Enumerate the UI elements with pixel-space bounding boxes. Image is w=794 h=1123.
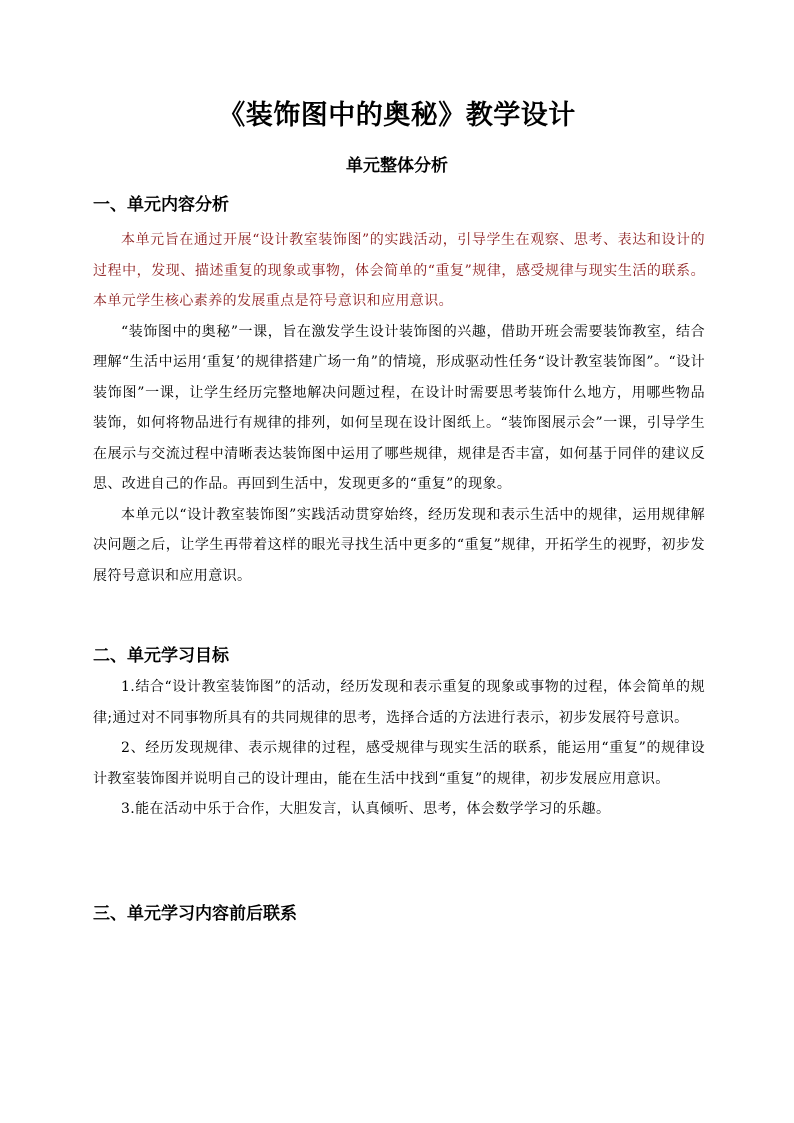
paragraph: “装饰图中的奥秘”一课，旨在激发学生设计装饰图的兴趣，借助开班会需要装饰教室，结合理解“生活中运用‘重复’的规律搭建广场一角”的情境，形成驱动性任务“设计教室装饰图”。“设计装饰图”一课，让学生经历完整地解决问题过程，在设计时需要思考装饰什么地方，用哪些物品装饰，如何将物品进行有规律的排列，如何呈现在设计图纸上。“装饰图展示会”一课，引导学生在展示与交流过程中清晰表达装饰图中运用了哪些规律，规律是否丰富，如何基于同伴的建议反思、改进自己的作品。再回到生活中，发现更多的“重复”的现象。 <box>93 323 705 492</box>
document-subtitle: 单元整体分析 <box>346 156 448 176</box>
section-content-analysis-body <box>93 225 705 591</box>
highlighted-paragraph: 本单元旨在通过开展“设计教室装饰图”的实践活动，引导学生在观察、思考、表达和设计的过程中，发现、描述重复的现象或事物，体会简单的“重复”规律，感受规律与现实生活的联系。本单元学生核心素养的发展重点是符号意识和应用意识。 <box>93 232 705 309</box>
goal-item: 2、经历发现规律、表示规律的过程，感受规律与现实生活的联系，能运用“重复”的规律设计教室装饰图并说明自己的设计理由，能在生活中找到“重复”的规律，初步发展应用意识。 <box>93 740 705 787</box>
paragraph: 本单元以“设计教室装饰图”实践活动贯穿始终，经历发现和表示生活中的规律，运用规律解决问题之后，让学生再带着这样的眼光寻找生活中更多的“重复”规律，开拓学生的视野，初步发展符号意识和应用意识。 <box>93 506 705 584</box>
section-heading-learning-goals: 二、单元学习目标 <box>93 646 229 666</box>
section-learning-goals-body <box>93 672 705 825</box>
section-heading-content-analysis: 一、单元内容分析 <box>93 195 229 215</box>
document-title: 《装饰图中的奥秘》教学设计 <box>218 100 576 131</box>
section-heading-content-connections: 三、单元学习内容前后联系 <box>93 904 297 924</box>
goal-item: 3.能在活动中乐于合作，大胆发言，认真倾听、思考，体会数学学习的乐趣。 <box>121 801 611 817</box>
goal-item: 1.结合“设计教室装饰图”的活动，经历发现和表示重复的现象或事物的过程，体会简单的规律;通过对不同事物所具有的共同规律的思考，选择合适的方法进行表示，初步发展符号意识。 <box>93 679 705 726</box>
